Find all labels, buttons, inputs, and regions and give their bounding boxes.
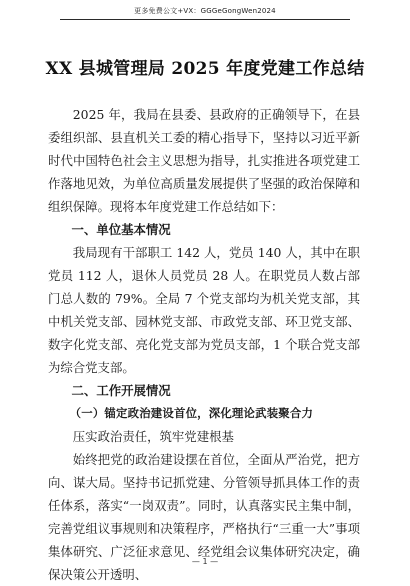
political-responsibility-line: 压实政治责任，筑牢党建根基 [72,429,234,444]
page-header-text: 更多免费公文+VX：GGGeGongWen2024 [134,7,276,15]
page-number: — 1 — [191,557,219,566]
document-body [48,103,360,586]
intro-paragraph: 2025 年，我局在县委、县政府的正确领导下，在县委组织部、县直机关工委的精心指导下，坚持以习近平新时代中国特色社会主义思想为指导，扎实推进各项党建工作落地见效，为单位高质量发展提供了坚强的政治保障和组织保障。现将本年度党建工作总结如下： [48,107,360,214]
document-title: XX 县城管理局 2025 年度党建工作总结 [45,59,365,79]
basic-info-paragraph: 我局现有干部职工 142 人，党员 140 人，其中在职党员 112 人，退休人员党员 28 人。在职党员人数占部门总人数的 79%。全局 7 个党支部均为机关党支部，其中机关党支部、园林党支部、市政党支部、环卫党支部、数字化党支部、亮化党支部为党员支部，1 个联合党支部为综合党支部。 [48,245,360,375]
political-building-paragraph: 始终把党的政治建设摆在首位，全面从严治党，把方向、谋大局。坚持书记抓党建、分管领导抓具体工作的责任体系，落实“一岗双责”。同时，认真落实民主集中制，完善党组议事规则和决策程序，严格执行“三重一大”事项集体研究、广泛征求意见、经党组会议集体研究决定，确保决策公开透明、 [48,452,360,582]
header-divider [60,19,350,20]
section-heading-basic-info: 一、单位基本情况 [71,222,171,237]
subsection-heading-political: （一）锚定政治建设首位，深化理论武装聚合力 [69,406,314,420]
section-heading-work: 二、工作开展情况 [71,383,171,398]
